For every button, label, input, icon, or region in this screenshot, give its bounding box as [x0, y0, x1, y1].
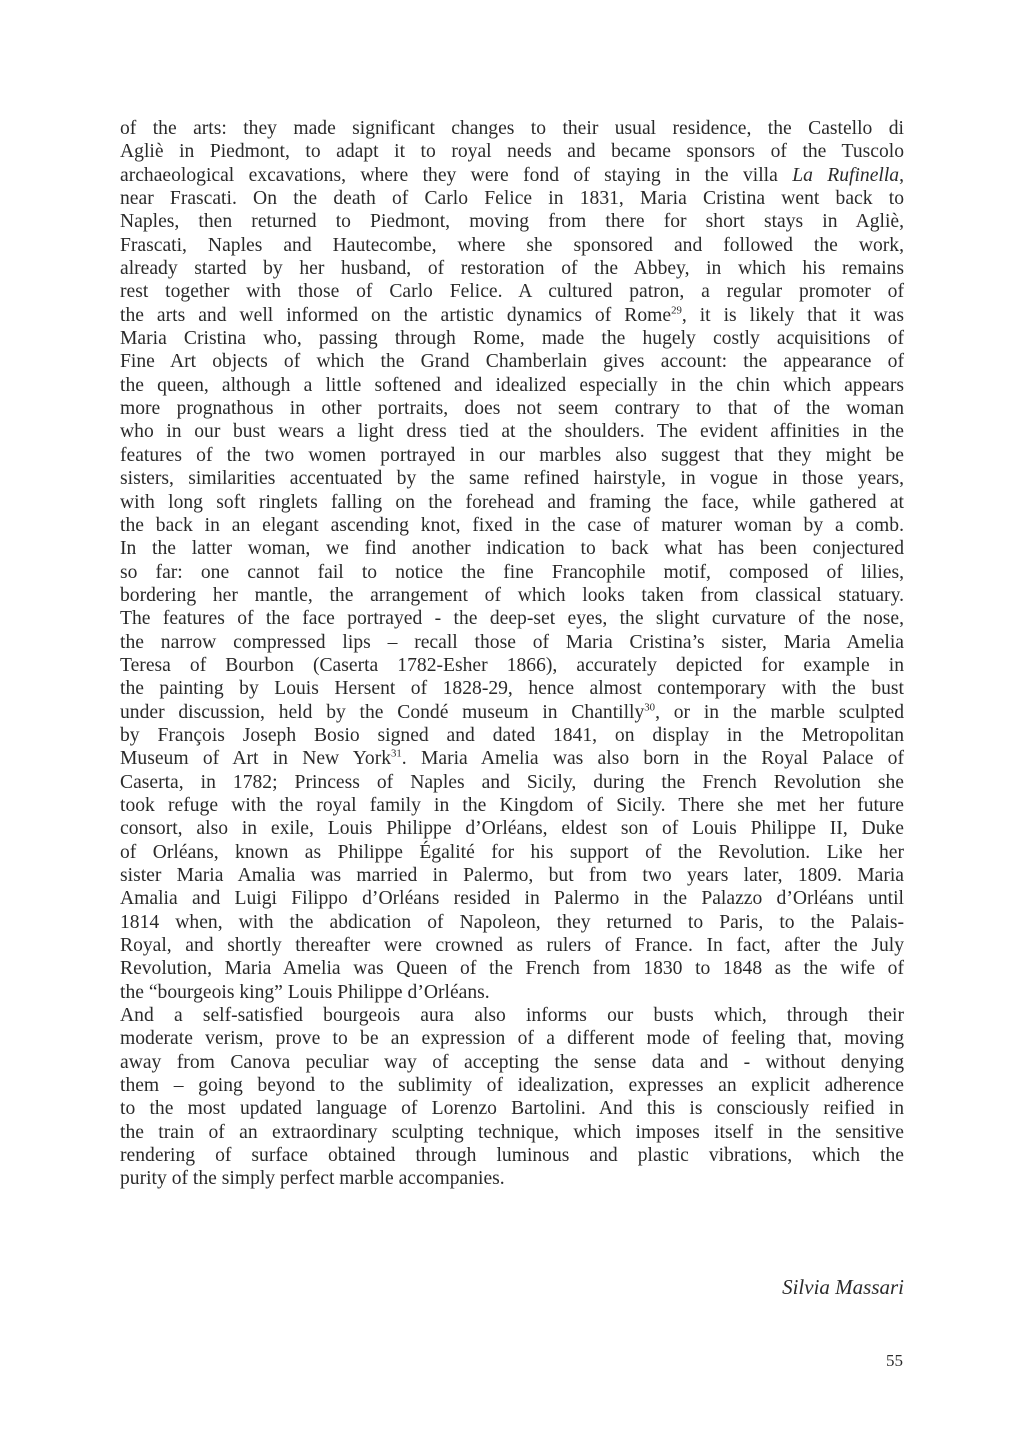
line-text: consort, also in exile, Louis Philippe d’Orléans, eldest son of Louis Philippe II, Duke: [120, 818, 904, 840]
text-line: [120, 701, 904, 724]
text-line: [120, 164, 904, 187]
line-text: already started by her husband, of restoration of the Abbey, in which his remains: [120, 258, 904, 280]
author-signature: Silvia Massari: [782, 1275, 904, 1299]
line-text: to the most updated language of Lorenzo Bartolini. And this is consciously reified in: [120, 1098, 904, 1120]
line-text-continued: , or in the marble sculpted: [655, 701, 904, 723]
text-line: [120, 584, 904, 607]
text-line: [120, 117, 904, 140]
text-line: [120, 677, 904, 700]
line-text: the back in an elegant ascending knot, fixed in the case of maturer woman by a comb.: [120, 514, 904, 536]
line-text: sister Maria Amalia was married in Palermo, but from two years later, 1809. Maria: [120, 865, 904, 886]
line-text: took refuge with the royal family in the Kingdom of Sicily. There she met her future: [120, 794, 904, 816]
line-text: of Orléans, known as Philippe Égalité for his support of the Revolution. Like her: [120, 841, 904, 863]
text-line: [120, 561, 904, 584]
text-line: [120, 607, 904, 630]
line-text: with long soft ringlets falling on the forehead and framing the face, while gathered at: [120, 491, 904, 513]
line-text: the narrow compressed lips – recall those of Maria Cristina’s sister, Maria Amelia: [120, 631, 904, 653]
line-text: rendering of surface obtained through luminous and plastic vibrations, which the: [120, 1145, 904, 1167]
line-text: more prognathous in other portraits, does not seem contrary to that of the woman: [120, 398, 904, 420]
paragraph: [120, 1004, 904, 1191]
text-line: [120, 1004, 904, 1027]
document-body: [120, 117, 904, 1191]
line-text: 1814 when, with the abdication of Napoleon, they returned to Paris, to the Palais-: [120, 911, 904, 933]
text-line: [120, 841, 904, 864]
text-line: [120, 1144, 904, 1167]
line-text: moderate verism, prove to be an expression of a different mode of feeling that, moving: [120, 1028, 904, 1050]
text-line: [120, 444, 904, 467]
text-line: [120, 280, 904, 303]
line-text: Naples, then returned to Piedmont, moving from there for short stays in Agliè,: [120, 211, 904, 233]
line-text: Frascati, Naples and Hautecombe, where she sponsored and followed the work,: [120, 234, 904, 256]
text-line: [120, 654, 904, 677]
line-text-continued: , it is likely that it was: [681, 304, 904, 326]
line-text-continued: ,: [899, 164, 904, 186]
paragraph: [120, 117, 904, 1004]
text-line: [120, 234, 904, 257]
line-text: the train of an extraordinary sculpting technique, which imposes itself in the sensitive: [120, 1121, 904, 1143]
line-text: Caserta, in 1782; Princess of Naples and Sicily, during the French Revolution she: [120, 771, 904, 793]
line-text: them – going beyond to the sublimity of idealization, expresses an explicit adherence: [120, 1075, 904, 1097]
footnote-reference[interactable]: 31: [391, 747, 402, 760]
text-line: [120, 514, 904, 537]
line-text: archaeological excavations, where they were fond of staying in the villa: [120, 164, 793, 186]
line-text: rest together with those of Carlo Felice. A cultured patron, a regular promoter of: [120, 281, 904, 303]
line-text: near Frascati. On the death of Carlo Felice in 1831, Maria Cristina went back to: [120, 188, 904, 210]
line-text: the arts and well informed on the artistic dynamics of Rome: [120, 304, 672, 326]
line-text: In the latter woman, we find another indication to back what has been conjectured: [120, 538, 904, 560]
line-text: Teresa of Bourbon (Caserta 1782-Esher 1866), accurately depicted for example in: [120, 654, 904, 676]
text-line: [120, 327, 904, 350]
line-text: who in our bust wears a light dress tied at the shoulders. The evident affinities in the: [120, 421, 904, 443]
text-line: [120, 374, 904, 397]
line-text: Museum of Art in New York: [120, 748, 392, 770]
text-line: [120, 817, 904, 840]
line-text: features of the two women portrayed in our marbles also suggest that they might be: [120, 444, 904, 466]
line-text: of the arts: they made significant changes to their usual residence, the Castello di: [120, 118, 904, 139]
text-line: [120, 140, 904, 163]
footnote-reference[interactable]: 29: [671, 304, 682, 317]
text-line: [120, 981, 904, 1004]
text-line: [120, 491, 904, 514]
line-text: purity of the simply perfect marble accompanies.: [120, 1168, 505, 1190]
line-text-continued: . Maria Amelia was also born in the Royal Palace of: [401, 748, 904, 770]
line-text: by François Joseph Bosio signed and dated 1841, on display in the Metropolitan: [120, 724, 904, 746]
text-line: [120, 1121, 904, 1144]
line-text: Maria Cristina who, passing through Rome, made the hugely costly acquisitions of: [120, 328, 904, 350]
line-text: Amalia and Luigi Filippo d’Orléans resided in Palermo in the Palazzo d’Orléans until: [120, 888, 904, 910]
text-line: [120, 887, 904, 910]
text-line: [120, 257, 904, 280]
line-text: the painting by Louis Hersent of 1828-29, hence almost contemporary with the bust: [120, 678, 904, 700]
line-text: so far: one cannot fail to notice the fine Francophile motif, composed of lilies,: [120, 561, 904, 583]
text-line: [120, 747, 904, 770]
text-line: [120, 771, 904, 794]
text-line: [120, 1051, 904, 1074]
line-text: under discussion, held by the Condé museum in Chantilly: [120, 701, 645, 723]
line-text: And a self-satisfied bourgeois aura also informs our busts which, through their: [120, 1005, 904, 1027]
page-number: 55: [886, 1351, 903, 1370]
footnote-reference[interactable]: 30: [644, 701, 656, 714]
line-text: away from Canova peculiar way of accepting the sense data and - without denying: [120, 1051, 904, 1073]
text-line: [120, 724, 904, 747]
text-line: [120, 934, 904, 957]
text-line: [120, 210, 904, 233]
italic-title: La Rufinella: [792, 164, 900, 186]
text-line: [120, 397, 904, 420]
text-line: [120, 957, 904, 980]
line-text: Revolution, Maria Amelia was Queen of the French from 1830 to 1848 as the wife of: [120, 958, 904, 980]
text-line: [120, 1027, 904, 1050]
text-line: [120, 420, 904, 443]
line-text: Fine Art objects of which the Grand Chamberlain gives account: the appearance of: [120, 351, 904, 373]
line-text: Agliè in Piedmont, to adapt it to royal needs and became sponsors of the Tuscolo: [120, 141, 904, 163]
text-line: [120, 794, 904, 817]
text-line: [120, 350, 904, 373]
text-line: [120, 1074, 904, 1097]
text-line: [120, 1097, 904, 1120]
text-line: [120, 864, 904, 887]
text-line: [120, 911, 904, 934]
text-line: [120, 1167, 904, 1190]
line-text: the “bourgeois king” Louis Philippe d’Orléans.: [120, 981, 490, 1003]
line-text: sisters, similarities accentuated by the same refined hairstyle, in vogue in those years,: [120, 468, 904, 490]
text-line: [120, 304, 904, 327]
line-text: bordering her mantle, the arrangement of which looks taken from classical statuary.: [120, 584, 904, 606]
text-line: [120, 467, 904, 490]
line-text: the queen, although a little softened and idealized especially in the chin which appears: [120, 374, 904, 396]
text-line: [120, 537, 904, 560]
text-line: [120, 187, 904, 210]
line-text: Royal, and shortly thereafter were crowned as rulers of France. In fact, after the July: [120, 935, 904, 957]
text-line: [120, 631, 904, 654]
line-text: The features of the face portrayed - the deep-set eyes, the slight curvature of the nose,: [120, 608, 904, 630]
